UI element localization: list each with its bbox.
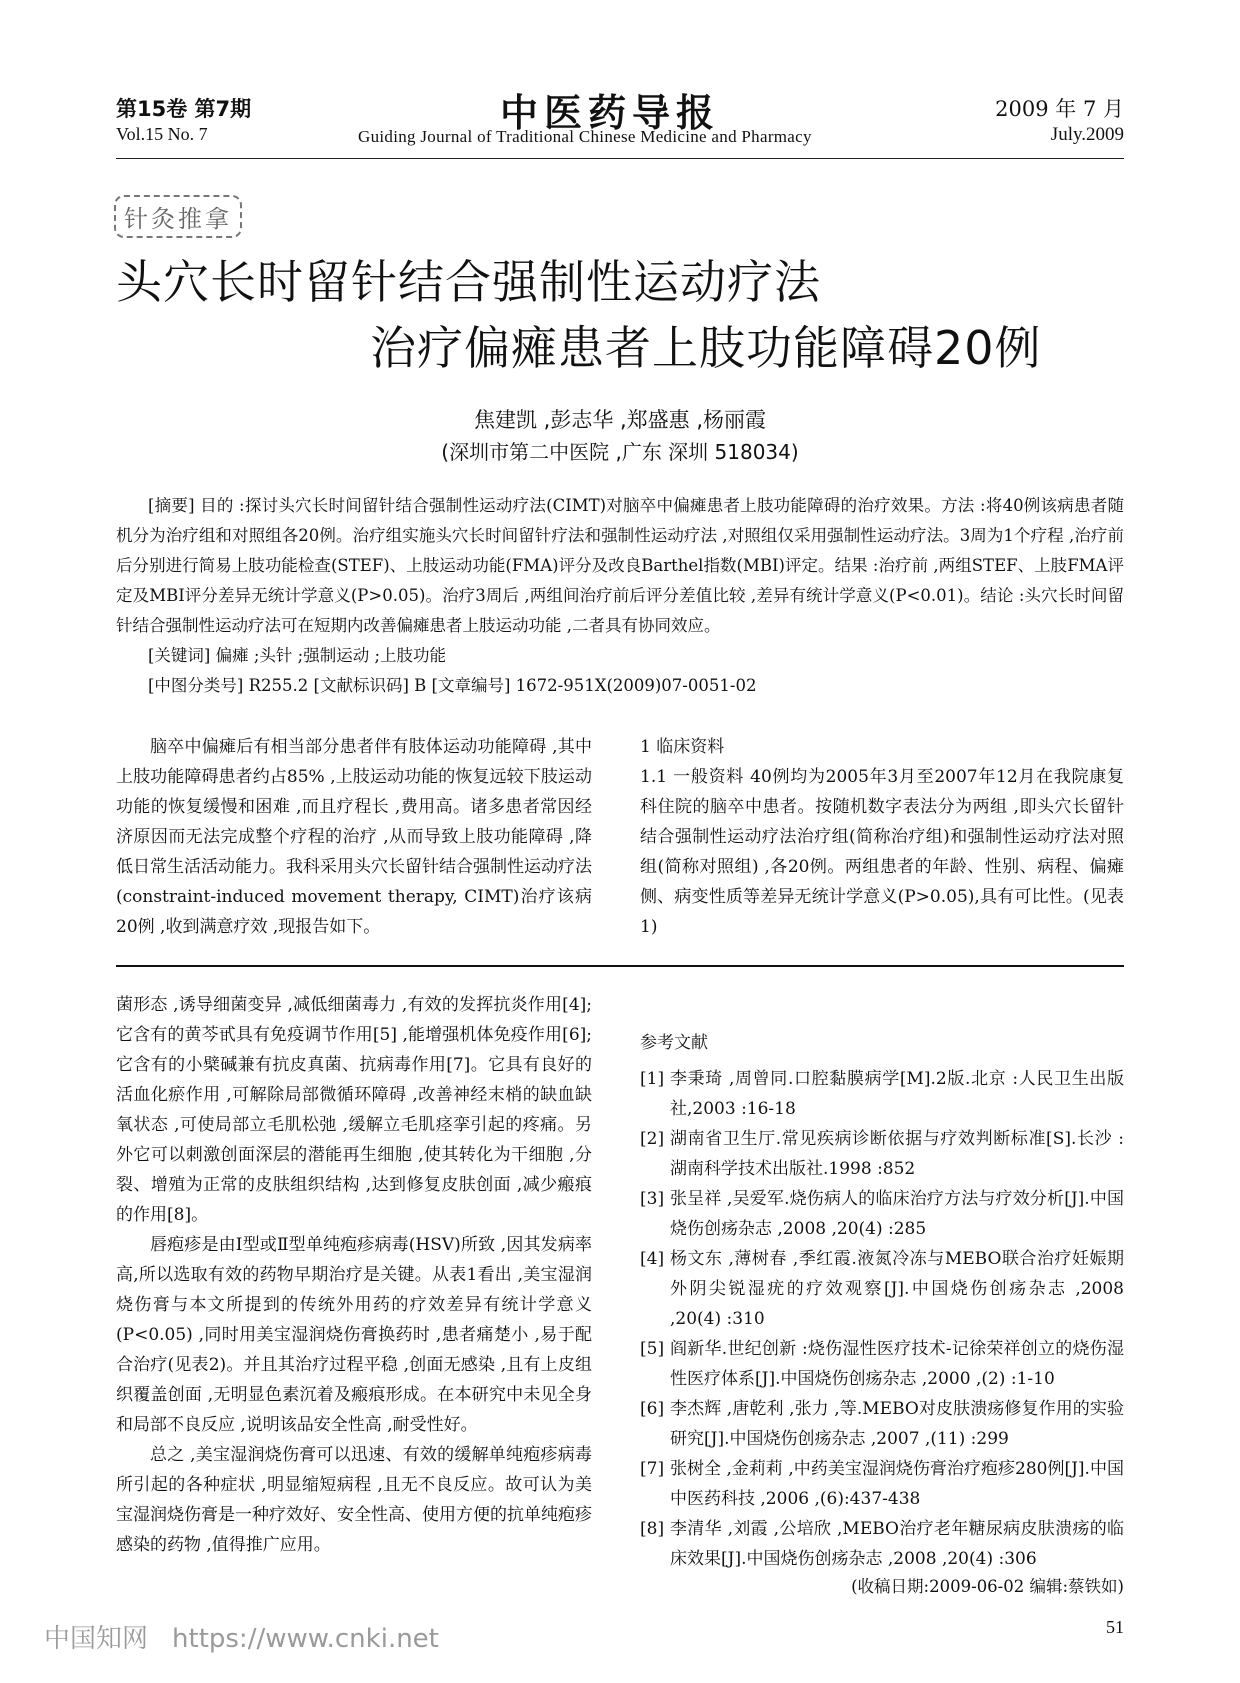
reference-item	[640, 1124, 1124, 1184]
volume-issue-cn: 第15卷 第7期	[116, 97, 252, 121]
continuation-paragraph-2: 唇疱疹是由Ⅰ型或Ⅱ型单纯疱疹病毒(HSV)所致 ,因其发病率高,所以选取有效的药物早期治疗是关键。从表1看出 ,美宝湿润烧伤膏与本文所提到的传统外用药的疗效差异有统计学意义(P<0.05) ,同时用美宝湿润烧伤膏换药时 ,患者痛楚小 ,易于配合治疗(见表2)。并且其治疗过程平稳 ,创面无感染 ,且有上皮组织覆盖创面 ,无明显色素沉着及瘢痕形成。在本研究中未见全身和局部不良反应 ,说明该品安全性高 ,耐受性好。	[116, 1235, 592, 1435]
reference-text: 杨文东 ,薄树春 ,季红霞.液氮冷冻与MEBO联合治疗妊娠期外阴尖锐湿疣的疗效观察[J].中国烧伤创疡杂志 ,2008 ,20(4) :310	[670, 1249, 1124, 1329]
reference-number: [1]	[640, 1069, 665, 1089]
reference-item	[640, 1334, 1124, 1394]
cnki-watermark	[44, 1618, 439, 1655]
watermark-site: 中国知网	[44, 1624, 149, 1654]
reference-text: 李秉琦 ,周曾同.口腔黏膜病学[M].2版.北京 :人民卫生出版社,2003 :16-18	[670, 1069, 1124, 1119]
references-section	[640, 1028, 1124, 1574]
article-title-line2: 治疗偏瘫患者上肢功能障碍20例	[370, 321, 1042, 375]
reference-item	[640, 1514, 1124, 1574]
watermark-url[interactable]: https://www.cnki.net	[172, 1624, 439, 1654]
journal-name-en: Guiding Journal of Traditional Chinese Medicine and Pharmacy	[358, 127, 812, 146]
intro-section	[116, 732, 592, 942]
clinical-section	[640, 732, 1124, 942]
keywords: [关键词] 偏瘫 ;头针 ;强制运动 ;上肢功能	[148, 646, 447, 665]
volume-issue-en: Vol.15 No. 7	[116, 124, 208, 144]
intro-paragraph: 脑卒中偏瘫后有相当部分患者伴有肢体运动功能障碍 ,其中上肢功能障碍患者约占85% ,上肢运动功能的恢复远较下肢运动功能的恢复缓慢和困难 ,而且疗程长 ,费用高。诸多患者常因经济原因而无法完成整个疗程的治疗 ,从而导致上肢功能障碍 ,降低日常生活活动能力。我科采用头穴长留针结合强制性运动疗法 (constraint-induced movement therapy, CIMT)治疗该病20例 ,收到满意疗效 ,现报告如下。	[116, 737, 592, 937]
continuation-paragraph-1: 菌形态 ,诱导细菌变异 ,减低细菌毒力 ,有效的发挥抗炎作用[4];它含有的黄芩甙具有免疫调节作用[5] ,能增强机体免疫作用[6];它含有的小檗碱兼有抗皮真菌、抗病毒作用[7]。它具有良好的活血化瘀作用 ,可解除局部微循环障碍 ,改善神经末梢的缺血缺氧状态 ,可使局部立毛肌松弛 ,缓解立毛肌痉挛引起的疼痛。另外它可以刺激创面深层的潜能再生细胞 ,使其转化为干细胞 ,分裂、增殖为正常的皮肤组织结构 ,达到修复皮肤创面 ,减少瘢痕的作用[8]。	[116, 995, 592, 1225]
reference-number: [6]	[640, 1399, 665, 1419]
reference-text: 阎新华.世纪创新 :烧伤湿性医疗技术-记徐荣祥创立的烧伤湿性医疗体系[J].中国烧伤创疡杂志 ,2000 ,(2) :1-10	[670, 1339, 1124, 1389]
reference-number: [7]	[640, 1459, 665, 1479]
journal-name-cn: 中医药导报	[500, 90, 721, 135]
reference-text: 李清华 ,刘霞 ,公培欣 ,MEBO治疗老年糖尿病皮肤溃疡的临床效果[J].中国烧伤创疡杂志 ,2008 ,20(4) :306	[670, 1519, 1124, 1569]
classification-info: [中图分类号] R255.2 [文献标识码] B [文章编号] 1672-951X(2009)07-0051-02	[148, 676, 757, 695]
issue-date-cn: 2009 年 7 月	[995, 97, 1124, 121]
reference-number: [3]	[640, 1189, 665, 1209]
abstract-block	[116, 491, 1124, 701]
references-heading: 参考文献	[640, 1033, 708, 1053]
reference-number: [5]	[640, 1339, 665, 1359]
abstract-text: [摘要] 目的 :探讨头穴长时间留针结合强制性运动疗法(CIMT)对脑卒中偏瘫患者上肢功能障碍的治疗效果。方法 :将40例该病患者随机分为治疗组和对照组各20例。治疗组实施头穴长时间留针疗法和强制性运动疗法 ,对照组仅采用强制性运动疗法。3周为1个疗程 ,治疗前后分别进行简易上肢功能检查(STEF)、上肢运动功能(FMA)评分及改良Barthel指数(MBI)评定。结果 :治疗前 ,两组STEF、上肢FMA评定及MBI评分差异无统计学意义(P>0.05)。治疗3周后 ,两组间治疗前后评分差值比较 ,差异有统计学意义(P<0.01)。结论 :头穴长时间留针结合强制性运动疗法可在短期内改善偏瘫患者上肢运动功能 ,二者具有协同效应。	[116, 496, 1124, 635]
reference-text: 李杰辉 ,唐乾利 ,张力 ,等.MEBO对皮肤溃疡修复作用的实验研究[J].中国烧伤创疡杂志 ,2007 ,(11) :299	[670, 1399, 1124, 1449]
authors: 焦建凯 ,彭志华 ,郑盛惠 ,杨丽霞	[473, 408, 767, 432]
reference-text: 湖南省卫生厅.常见疾病诊断依据与疗效判断标准[S].长沙 :湖南科学技术出版社.1998 :852	[670, 1129, 1124, 1179]
section-divider	[116, 965, 1124, 967]
reference-text: 张呈祥 ,吴爱军.烧伤病人的临床治疗方法与疗效分析[J].中国烧伤创疡杂志 ,2008 ,20(4) :285	[670, 1189, 1124, 1239]
article-title-line1: 头穴长时留针结合强制性运动疗法	[116, 255, 821, 309]
section-heading: 1 临床资料	[640, 737, 725, 757]
reference-item	[640, 1454, 1124, 1514]
reference-item	[640, 1394, 1124, 1454]
received-date: (收稿日期:2009-06-02 编辑:蔡铁如)	[851, 1577, 1124, 1596]
continuation-paragraph-3: 总之 ,美宝湿润烧伤膏可以迅速、有效的缓解单纯疱疹病毒所引起的各种症状 ,明显缩短病程 ,且无不良反应。故可认为美宝湿润烧伤膏是一种疗效好、安全性高、使用方便的抗单纯疱疹感染的药物 ,值得推广应用。	[116, 1445, 592, 1555]
continuation-section	[116, 990, 592, 1560]
reference-item	[640, 1184, 1124, 1244]
reference-number: [2]	[640, 1129, 665, 1149]
reference-text: 张树全 ,金莉莉 ,中药美宝湿润烧伤膏治疗疱疹280例[J].中国中医药科技 ,2006 ,(6):437-438	[670, 1459, 1124, 1509]
page-number: 51	[1106, 1617, 1124, 1637]
reference-item	[640, 1244, 1124, 1334]
column-tag: 针灸推拿	[114, 195, 242, 238]
affiliation: (深圳市第二中医院 ,广东 深圳 518034)	[441, 440, 799, 464]
issue-date-en: July.2009	[1050, 124, 1124, 145]
header-rule	[116, 158, 1124, 159]
clinical-paragraph: 1.1 一般资料 40例均为2005年3月至2007年12月在我院康复科住院的脑卒中患者。按随机数字表法分为两组 ,即头穴长留针结合强制性运动疗法治疗组(简称治疗组)和强制性运动疗法对照组(简称对照组) ,各20例。两组患者的年龄、性别、病程、偏瘫侧、病变性质等差异无统计学意义(P>0.05),具有可比性。(见表1)	[640, 767, 1124, 937]
reference-number: [4]	[640, 1249, 665, 1269]
reference-number: [8]	[640, 1519, 665, 1539]
reference-item	[640, 1064, 1124, 1124]
